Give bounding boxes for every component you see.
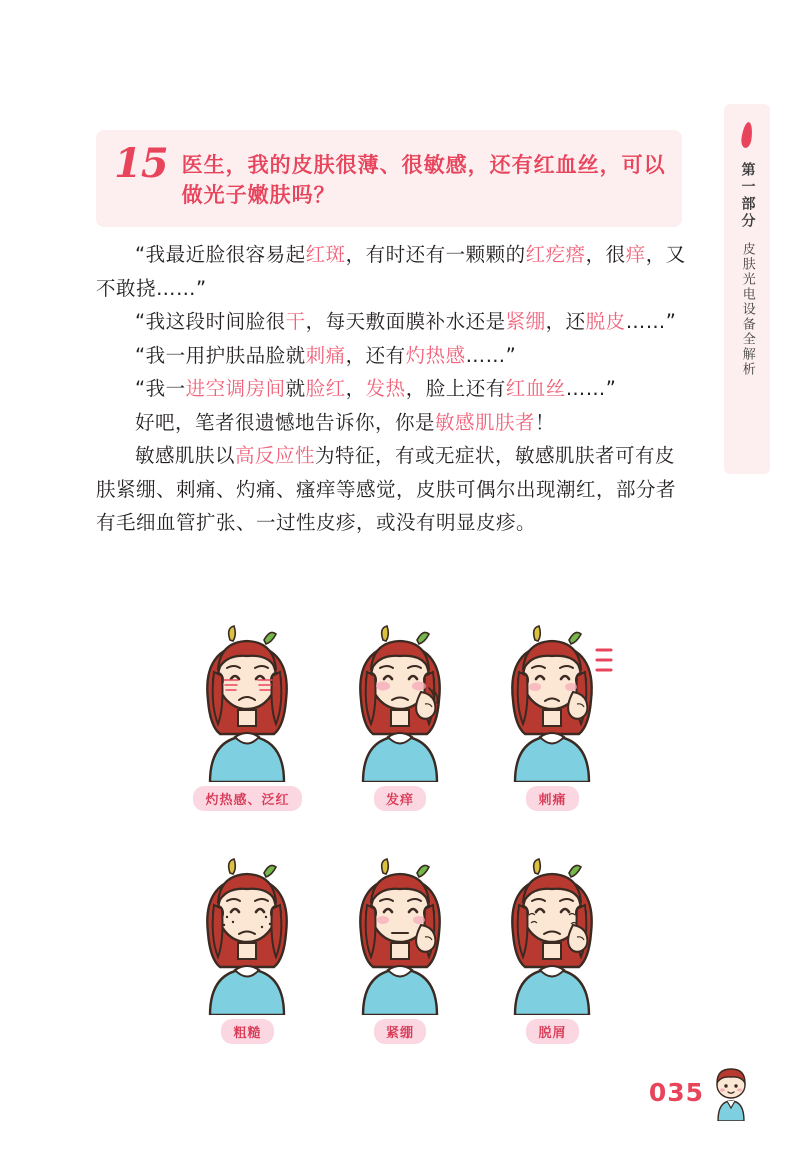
highlighted-term: 发热 bbox=[365, 377, 406, 401]
girl-tightness-icon bbox=[333, 825, 468, 1015]
article-body bbox=[96, 238, 692, 540]
illustration-label: 灼热感、泛红 bbox=[193, 786, 301, 811]
text-run: ，还有 bbox=[345, 343, 406, 367]
highlighted-term: 干 bbox=[285, 310, 306, 334]
highlighted-term: 脱皮 bbox=[585, 310, 626, 334]
text-run: “我最近脸很容易起 bbox=[135, 243, 306, 266]
illustration-item bbox=[333, 825, 468, 1044]
text-run: 敏感肌肤以 bbox=[135, 444, 236, 468]
illustration-label: 紧绷 bbox=[374, 1019, 426, 1044]
illustration-item bbox=[485, 825, 620, 1044]
highlighted-term: 高反应性 bbox=[235, 444, 316, 468]
highlighted-term: 敏感肌肤者 bbox=[435, 410, 536, 434]
illustration-item bbox=[333, 592, 468, 811]
title-row bbox=[114, 140, 666, 211]
question-text: 医生，我的皮肤很薄、很敏感，还有红血丝，可以做光子嫩肤吗？ bbox=[181, 153, 666, 208]
highlighted-term: 红疙瘩 bbox=[525, 243, 586, 266]
girl-stinging-icon bbox=[485, 592, 620, 782]
question-title-banner bbox=[96, 130, 682, 227]
text-run: “我这段时间脸很 bbox=[135, 310, 286, 334]
drop-icon bbox=[740, 121, 754, 148]
paragraph bbox=[96, 372, 692, 406]
illustration-item bbox=[485, 592, 620, 811]
highlighted-term: 刺痛 bbox=[305, 343, 346, 367]
girl-flaking-icon bbox=[485, 825, 620, 1015]
paragraph bbox=[96, 238, 692, 305]
text-run: 就 bbox=[285, 377, 306, 401]
paragraph bbox=[96, 305, 692, 339]
illustration-grid bbox=[180, 592, 620, 1058]
text-run: ，有时还有一颗颗的 bbox=[345, 243, 526, 266]
text-run: ，还 bbox=[545, 310, 586, 334]
mascot-icon bbox=[708, 1065, 754, 1121]
text-run: ，脸上还有 bbox=[405, 377, 506, 401]
highlighted-term: 脸红 bbox=[305, 377, 346, 401]
illustration-label: 粗糙 bbox=[221, 1019, 273, 1044]
illustration-label: 发痒 bbox=[374, 786, 426, 811]
text-run: ！ bbox=[535, 410, 556, 434]
paragraph bbox=[96, 339, 692, 373]
girl-rough-skin-icon bbox=[180, 825, 315, 1015]
highlighted-term: 痒 bbox=[625, 243, 646, 266]
side-tab bbox=[724, 104, 770, 474]
text-run: ，每天敷面膜补水还是 bbox=[305, 310, 506, 334]
illustration-row bbox=[180, 592, 620, 811]
text-run: 好吧，笔者很遗憾地告诉你，你是 bbox=[135, 410, 436, 434]
text-run: ，又不敢挠……” bbox=[96, 243, 686, 300]
text-run: ， bbox=[345, 377, 366, 401]
question-number: 15 bbox=[114, 140, 168, 187]
side-tab-section-label: 皮肤光电设备全解析 bbox=[739, 242, 755, 377]
page-number: 035 bbox=[648, 1078, 704, 1107]
paragraph bbox=[96, 439, 692, 540]
highlighted-term: 红血丝 bbox=[505, 377, 566, 401]
text-run: ……” bbox=[565, 377, 617, 401]
highlighted-term: 紧绷 bbox=[505, 310, 546, 334]
illustration-row bbox=[180, 825, 620, 1044]
text-run: “我一 bbox=[135, 377, 186, 401]
girl-burning-flush-icon bbox=[180, 592, 315, 782]
illustration-item bbox=[180, 592, 315, 811]
highlighted-term: 灼热感 bbox=[405, 343, 466, 367]
highlighted-term: 红斑 bbox=[305, 243, 346, 266]
text-run: ，很 bbox=[585, 243, 626, 266]
side-tab-part-label: 第一部分 bbox=[739, 162, 756, 230]
illustration-label: 脱屑 bbox=[526, 1019, 578, 1044]
highlighted-term: 进空调房间 bbox=[185, 377, 286, 401]
text-run: ……” bbox=[625, 310, 677, 334]
text-run: ……” bbox=[465, 343, 517, 367]
text-run: “我一用护肤品脸就 bbox=[135, 343, 306, 367]
text-run: 为特征，有或无症状，敏感肌肤者可有皮肤紧绷、刺痛、灼痛、瘙痒等感觉，皮肤可偶尔出现潮红，部分者有毛细血管扩张、一过性皮疹，或没有明显皮疹。 bbox=[96, 444, 677, 535]
illustration-item bbox=[180, 825, 315, 1044]
paragraph bbox=[96, 406, 692, 440]
girl-itching-icon bbox=[333, 592, 468, 782]
illustration-label: 刺痛 bbox=[526, 786, 578, 811]
